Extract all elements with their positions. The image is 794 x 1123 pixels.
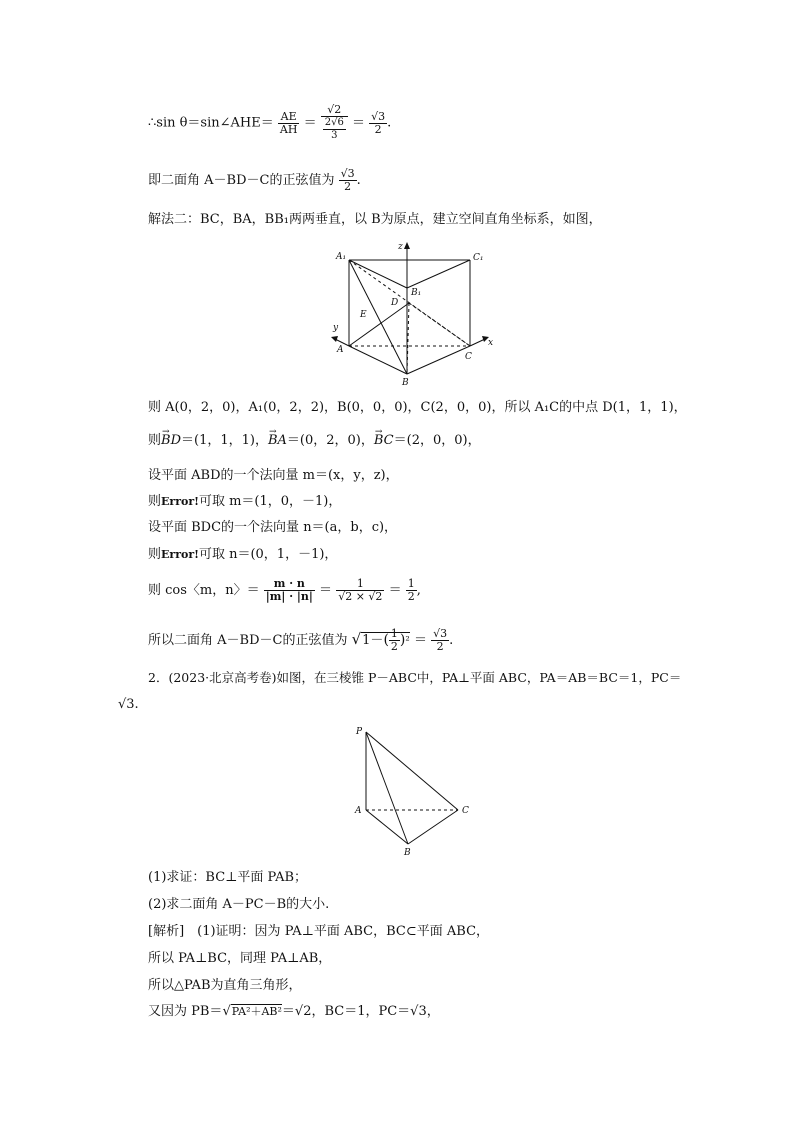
text: 可取 m＝(1，0，－1)， bbox=[198, 494, 342, 509]
fraction-half bbox=[389, 628, 400, 653]
error-placeholder: Error! bbox=[161, 495, 199, 508]
period: . bbox=[387, 115, 392, 131]
radicand: 1－( $\frac{1}{2}$ )² bbox=[362, 627, 410, 653]
text: ＝√2，BC＝1，PC＝√3， bbox=[281, 1004, 440, 1019]
fraction-sqrt3-2 bbox=[369, 111, 387, 136]
label-a: A bbox=[337, 345, 344, 355]
label-b1: B₁ bbox=[411, 288, 422, 298]
axis-x bbox=[470, 339, 485, 346]
square: ² bbox=[405, 634, 410, 647]
numerator: 1 bbox=[336, 578, 384, 591]
fraction-ae-ah bbox=[278, 111, 300, 136]
normal-vector-bdc: 设平面 BDC的一个法向量 n＝(a，b，c)， bbox=[148, 520, 398, 535]
vector-ba: → BA bbox=[268, 431, 287, 451]
numerator: 1 bbox=[407, 577, 415, 590]
denominator: 2 bbox=[344, 180, 352, 193]
radical-sign: √ bbox=[351, 630, 362, 648]
denominator bbox=[321, 117, 348, 142]
dihedral-sine-result-2 bbox=[148, 628, 453, 653]
edge-p-c bbox=[366, 732, 458, 810]
edge-a1-b1 bbox=[349, 260, 407, 288]
numerator: √3 bbox=[371, 109, 386, 123]
denominator: |m| · |n| bbox=[265, 590, 313, 603]
text: ＝(0，2，0)， bbox=[286, 433, 374, 448]
question-part-2: (2)求二面角 A－PC－B的大小. bbox=[148, 897, 330, 912]
denominator: 2 bbox=[390, 640, 398, 653]
text: ＝(2，0，0)， bbox=[393, 433, 481, 448]
segment-a1-b bbox=[349, 260, 407, 374]
period: . bbox=[449, 633, 454, 648]
text: 则 bbox=[148, 433, 162, 448]
text: 则 cos〈m，n〉＝ bbox=[148, 583, 260, 598]
equals: ＝ bbox=[413, 633, 427, 648]
equals: ＝ bbox=[351, 115, 365, 131]
label-c1: C₁ bbox=[473, 253, 484, 263]
denominator: 2 bbox=[436, 640, 444, 653]
edge-b-c bbox=[408, 810, 458, 844]
label-e: E bbox=[360, 310, 367, 320]
figure-tetrahedron bbox=[348, 724, 478, 860]
label-z: z bbox=[398, 242, 403, 252]
fraction-half bbox=[406, 578, 417, 603]
numerator: m · n bbox=[264, 578, 315, 591]
equals: ＝ bbox=[319, 583, 333, 598]
text: 则 bbox=[148, 547, 162, 562]
denominator: 3 bbox=[331, 130, 338, 141]
question-part-1: (1)求证：BC⊥平面 PAB； bbox=[148, 870, 308, 885]
cosine-equation bbox=[148, 578, 421, 603]
period: . bbox=[356, 173, 361, 188]
edge-a-b bbox=[349, 346, 407, 374]
fraction-result bbox=[339, 168, 357, 193]
equation-sin-theta bbox=[148, 104, 391, 142]
numerator: √3 bbox=[340, 167, 355, 180]
text: ＝(1，1，1)， bbox=[181, 433, 268, 448]
vector-bc: → BC bbox=[374, 431, 394, 451]
error-placeholder: Error! bbox=[161, 548, 199, 561]
numerator: AE bbox=[278, 111, 300, 124]
fraction-mn bbox=[264, 578, 315, 603]
radical-sign: √ bbox=[222, 1004, 231, 1019]
comma: , bbox=[416, 583, 421, 598]
denominator: 2 bbox=[374, 122, 382, 136]
denominator: 2 bbox=[407, 590, 415, 603]
label-c: C bbox=[465, 352, 472, 362]
normal-vector-abd: 设平面 ABD的一个法向量 m＝(x，y，z)， bbox=[148, 468, 399, 483]
label-d: D bbox=[391, 298, 399, 308]
vector-bd: → BD bbox=[161, 431, 181, 451]
edge-b-c bbox=[407, 346, 470, 374]
vector-coordinates bbox=[148, 431, 481, 451]
sin-prefix: ∴sin θ＝sin∠AHE＝ bbox=[148, 115, 274, 131]
solution-line-pb bbox=[148, 1002, 440, 1022]
label-b: B bbox=[402, 378, 409, 388]
normal-vector-m-value bbox=[148, 492, 341, 512]
equals: ＝ bbox=[303, 115, 317, 131]
label-y: y bbox=[333, 323, 339, 333]
label-p: P bbox=[356, 727, 363, 737]
numerator: √2 bbox=[321, 104, 348, 117]
normal-vector-n-value bbox=[148, 545, 337, 565]
method-two-intro: 解法二：BC，BA，BB₁两两垂直，以 B为原点，建立空间直角坐标系，如图， bbox=[148, 212, 602, 227]
denominator: AH bbox=[279, 122, 298, 136]
edge-b1-c1 bbox=[407, 260, 470, 288]
numerator: 1 bbox=[390, 627, 398, 640]
text: 可取 n＝(0，1，－1)， bbox=[198, 547, 338, 562]
label-b: B bbox=[404, 848, 411, 858]
numerator: √3 bbox=[433, 627, 448, 640]
text: 又因为 PB＝ bbox=[148, 1004, 223, 1019]
problem-2-statement: 2．(2023·北京高考卷)如图，在三棱锥 P－ABC中，PA⊥平面 ABC，PA＝AB＝BC＝1，PC＝ bbox=[148, 670, 682, 685]
solution-start: [解析] (1)证明：因为 PA⊥平面 ABC，BC⊂平面 ABC， bbox=[148, 924, 490, 939]
axis-y-arrow bbox=[331, 336, 338, 342]
text: 所以二面角 A－BD－C的正弦值为 bbox=[148, 633, 348, 648]
equals: ＝ bbox=[388, 583, 402, 598]
axis-z-arrow bbox=[404, 242, 410, 249]
fraction-result bbox=[431, 628, 449, 653]
segment-a-d bbox=[349, 303, 409, 346]
problem-2-statement-cont: √3. bbox=[118, 697, 139, 712]
label-x: x bbox=[488, 338, 494, 348]
dihedral-sine-result bbox=[148, 168, 361, 193]
text: 即二面角 A－BD－C的正弦值为 bbox=[148, 173, 335, 188]
label-c: C bbox=[462, 806, 469, 816]
label-a1: A₁ bbox=[336, 252, 347, 262]
text: 则 bbox=[148, 494, 162, 509]
label-a: A bbox=[355, 806, 362, 816]
text: 1－ bbox=[362, 633, 384, 648]
fraction-1-over-product bbox=[336, 578, 384, 603]
numerator: 2√6 bbox=[324, 117, 344, 128]
denominator: √2 × √2 bbox=[338, 590, 383, 603]
point-coordinates: 则 A(0，2，0)，A₁(0，2，2)，B(0，0，0)，C(2，0，0)，所以 A₁C的中点 D(1，1，1)， bbox=[148, 400, 687, 415]
radicand: PA²＋AB² bbox=[231, 1005, 282, 1018]
solution-line: 所以△PAB为直角三角形， bbox=[148, 978, 302, 993]
figure-prism-coordinates bbox=[325, 238, 505, 390]
fraction-sqrt2-over bbox=[321, 104, 348, 142]
solution-line: 所以 PA⊥BC，同理 PA⊥AB， bbox=[148, 951, 332, 966]
